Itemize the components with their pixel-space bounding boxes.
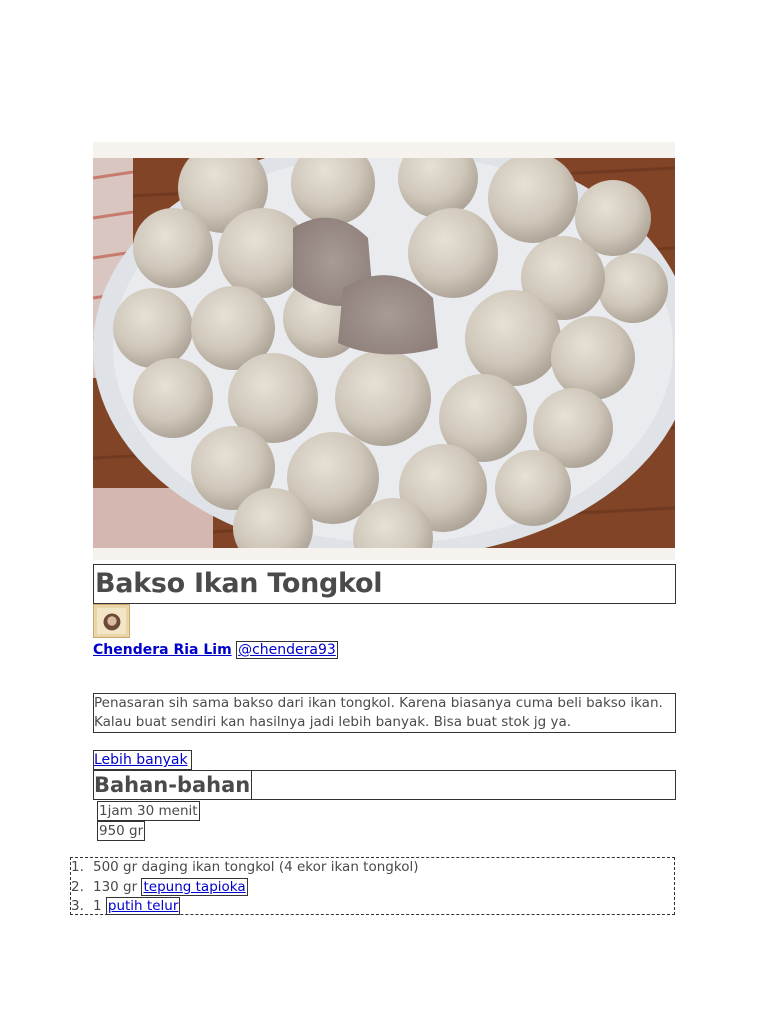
description-line: Penasaran sih sama bakso dari ikan tongkol. Karena biasanya cuma beli bakso ikan. (94, 695, 663, 711)
page-title: Bakso Ikan Tongkol (95, 568, 383, 599)
ingredient-item (71, 897, 674, 917)
cook-time: 1jam 30 menit (99, 803, 198, 819)
recipe-photo-frame (93, 142, 675, 560)
ingredient-item (71, 858, 674, 878)
ingredient-text (93, 878, 248, 898)
author-name-link[interactable]: Chendera Ria Lim (93, 642, 232, 658)
description-line: Kalau buat sendiri kan hasilnya jadi lebih banyak. Bisa buat stok jg ya. (94, 714, 572, 730)
recipe-title-box (93, 564, 676, 604)
servings: 950 gr (99, 823, 144, 839)
ingredient-text (93, 897, 180, 917)
ingredients-heading: Bahan-bahan (94, 773, 251, 797)
ingredient-qty: 500 gr (93, 859, 138, 875)
ingredient-link[interactable]: tepung tapioka (143, 878, 246, 895)
ingredient-number: 3. (71, 898, 84, 914)
author-handle-link[interactable]: @chendera93 (238, 642, 336, 658)
author-avatar-photo[interactable] (93, 604, 130, 638)
recipe-description (93, 693, 676, 733)
ingredient-number: 2. (71, 878, 84, 895)
ingredient-number: 1. (71, 859, 84, 875)
ingredient-link[interactable]: putih telur (107, 898, 179, 914)
more-link[interactable]: Lebih banyak (93, 750, 192, 770)
meatball-plate-photo (93, 158, 675, 548)
ingredient-qty: 130 gr (93, 878, 138, 895)
ingredient-text (93, 858, 418, 878)
author-line (93, 640, 338, 660)
ingredient-item (71, 878, 674, 898)
ingredient-qty: 1 (93, 898, 102, 914)
ingredient-name: daging ikan tongkol (4 ekor ikan tongkol) (141, 859, 419, 875)
ingredients-list (70, 857, 675, 915)
ingredients-heading-box (93, 770, 676, 800)
